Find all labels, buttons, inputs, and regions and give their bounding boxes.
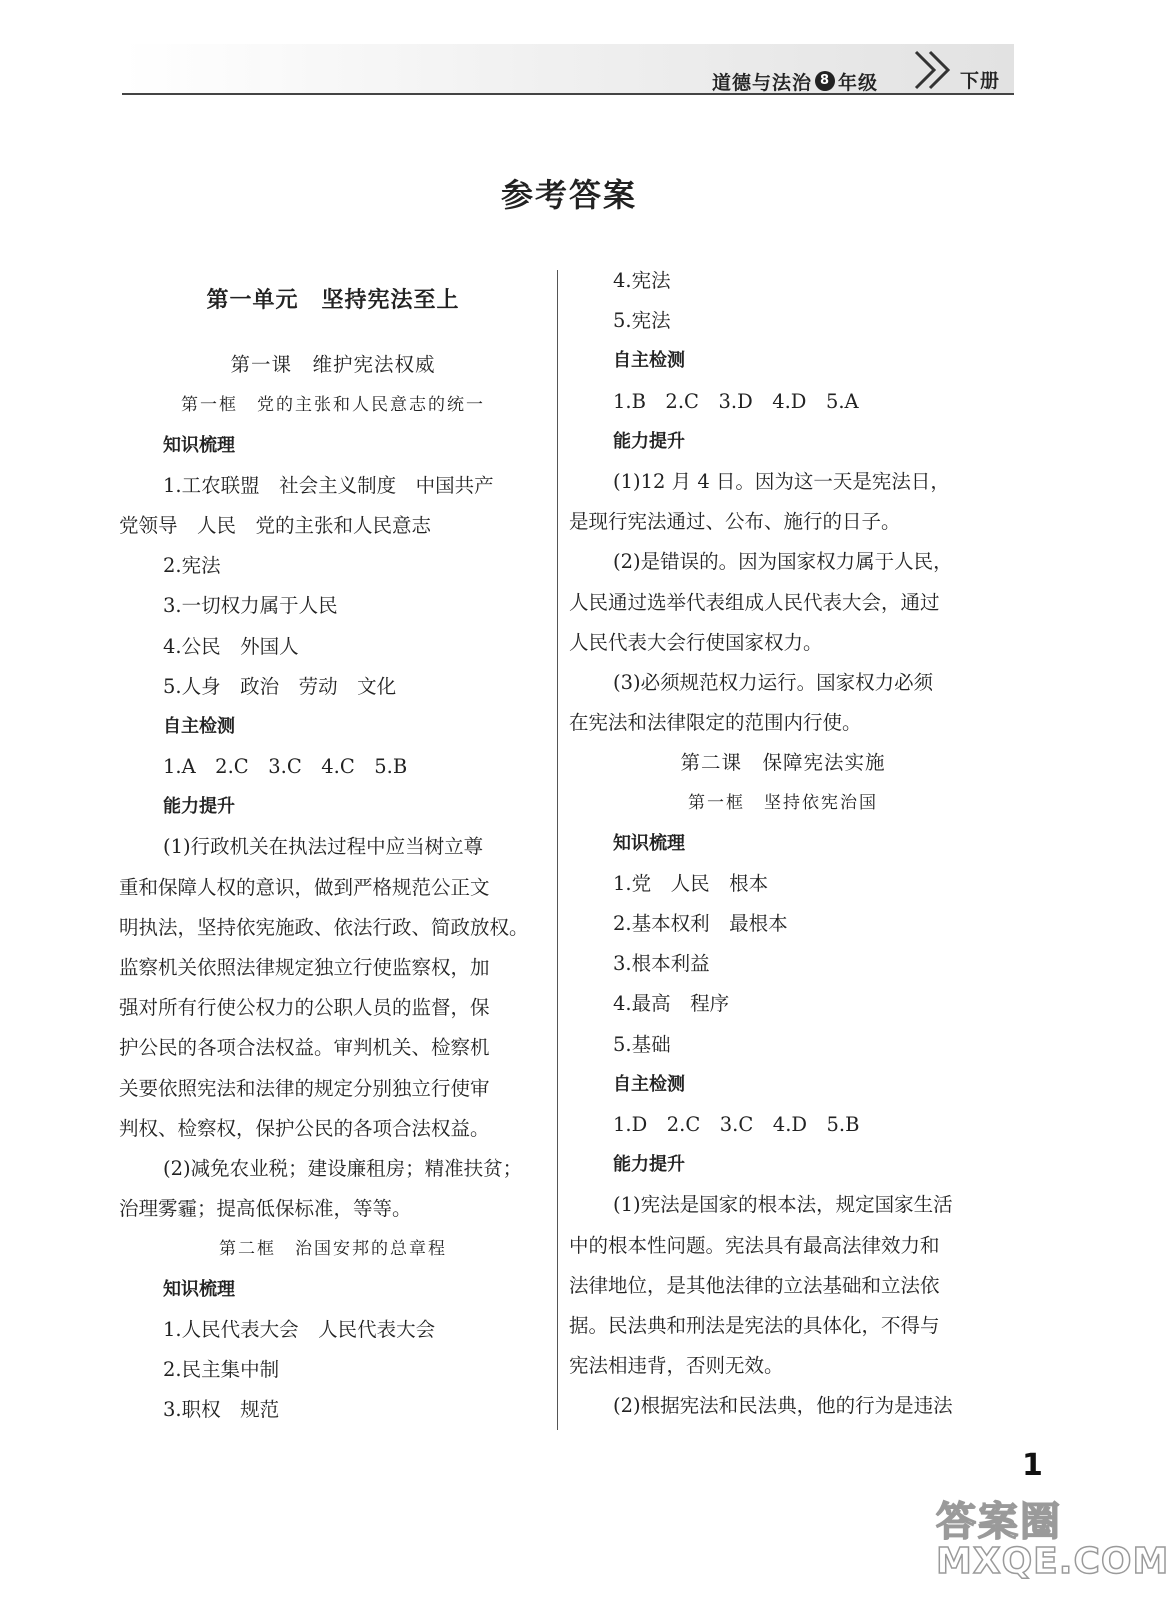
- subject-label: 道德与法治: [712, 71, 813, 94]
- section-heading: 知识梳理: [613, 832, 685, 854]
- answer-line: 判权、检察权，保护公民的各项合法权益。: [119, 1116, 490, 1140]
- section-heading: 自主检测: [613, 1073, 685, 1095]
- header-rule: [122, 93, 1014, 95]
- answer-line: 关要依照宪法和法律的规定分别独立行使审: [119, 1076, 490, 1100]
- lesson-title: 第一课 维护宪法权威: [230, 353, 436, 377]
- answer-line: (1)12 月 4 日。因为这一天是宪法日，: [613, 469, 950, 493]
- lesson-title: 第二课 保障宪法实施: [680, 751, 886, 775]
- answer-line: (2)是错误的。因为国家权力属于人民，: [613, 550, 953, 574]
- section-heading: 能力提升: [613, 430, 685, 452]
- header-band: [122, 44, 1014, 94]
- answer-line: 2.基本权利 最根本: [613, 912, 788, 935]
- answer-line: (2)减免农业税；建设廉租房；精准扶贫；: [163, 1156, 523, 1180]
- unit-title: 第一单元 坚持宪法至上: [206, 288, 460, 313]
- watermark-logo-text: 答案圈: [936, 1499, 1062, 1545]
- answer-line: 宪法相违背，否则无效。: [569, 1354, 784, 1378]
- answer-line: 5.宪法: [613, 309, 671, 333]
- answer-line: 3.职权 规范: [163, 1398, 280, 1422]
- answer-line: 强对所有行使公权力的公职人员的监督，保: [119, 996, 490, 1020]
- answer-line: (2)根据宪法和民法典，他的行为是违法: [613, 1394, 953, 1418]
- frame-title: 第二框 治国安邦的总章程: [219, 1239, 447, 1260]
- volume-label: 下册: [960, 70, 1001, 92]
- answer-line: (1)行政机关在执法过程中应当树立尊: [163, 835, 484, 859]
- answer-line: 在宪法和法律限定的范围内行使。: [569, 711, 862, 735]
- right-column: [569, 261, 993, 1426]
- answer-line: 1.工农联盟 社会主义制度 中国共产: [163, 473, 494, 497]
- left-column: [119, 281, 543, 1430]
- answer-line: 明执法，坚持依宪施政、依法行政、简政放权。: [119, 915, 529, 939]
- page-title: 参考答案: [500, 176, 637, 214]
- answer-line: (3)必须规范权力运行。国家权力必须: [613, 670, 934, 694]
- answer-line: 4.宪法: [613, 269, 671, 292]
- answer-line: 人民通过选举代表组成人民代表大会，通过: [569, 590, 940, 614]
- answer-line: 1.人民代表大会 人民代表大会: [163, 1317, 436, 1341]
- answer-line: 2.宪法: [163, 554, 221, 578]
- answer-line: 监察机关依照法律规定独立行使监察权，加: [119, 956, 490, 979]
- answer-line: 1.B 2.C 3.D 4.D 5.A: [613, 389, 859, 413]
- watermark: [936, 1490, 1169, 1590]
- answer-line: 3.一切权力属于人民: [163, 594, 338, 618]
- section-heading: 自主检测: [163, 715, 235, 737]
- answer-line: 1.A 2.C 3.C 4.C 5.B: [163, 755, 408, 779]
- grade-suffix: 年级: [838, 71, 879, 94]
- watermark-domain: MXQE.COM: [936, 1541, 1169, 1582]
- frame-title: 第一框 党的主张和人民意志的统一: [181, 395, 485, 416]
- answer-line: 据。民法典和刑法是宪法的具体化，不得与: [569, 1313, 940, 1337]
- answer-line: 中的根本性问题。宪法具有最高法律效力和: [569, 1233, 940, 1257]
- answer-line: 1.D 2.C 3.C 4.D 5.B: [613, 1112, 860, 1136]
- section-heading: 知识梳理: [163, 434, 235, 456]
- answer-line: 治理雾霾；提高低保标准，等等。: [119, 1197, 412, 1221]
- answer-line: 护公民的各项合法权益。审判机关、检察机: [119, 1036, 490, 1060]
- section-heading: 能力提升: [613, 1154, 685, 1176]
- answer-line: 5.人身 政治 劳动 文化: [163, 674, 397, 698]
- section-heading: 自主检测: [613, 350, 685, 372]
- answer-line: 5.基础: [613, 1032, 671, 1056]
- answer-line: 人民代表大会行使国家权力。: [569, 630, 823, 654]
- answer-line: (1)宪法是国家的根本法，规定国家生活: [613, 1193, 953, 1217]
- answer-line: 4.公民 外国人: [163, 634, 299, 658]
- section-heading: 能力提升: [163, 796, 235, 818]
- answer-line: 党领导 人民 党的主张和人民意志: [119, 513, 432, 537]
- book-title: [712, 66, 878, 96]
- frame-title: 第一框 坚持依宪治国: [688, 793, 878, 814]
- column-divider: [557, 270, 558, 1430]
- page-number: 1: [1022, 1448, 1043, 1483]
- grade-badge: 8: [815, 71, 835, 91]
- answer-line: 2.民主集中制: [163, 1357, 280, 1381]
- section-heading: 知识梳理: [163, 1278, 235, 1300]
- answer-line: 1.党 人民 根本: [613, 871, 769, 895]
- answer-line: 4.最高 程序: [613, 992, 730, 1016]
- double-chevron-icon: [912, 46, 958, 94]
- answer-line: 法律地位，是其他法律的立法基础和立法依: [569, 1273, 940, 1297]
- answer-line: 3.根本利益: [613, 952, 710, 976]
- answer-line: 重和保障人权的意识，做到严格规范公正文: [119, 875, 490, 899]
- answer-line: 是现行宪法通过、公布、施行的日子。: [569, 510, 901, 534]
